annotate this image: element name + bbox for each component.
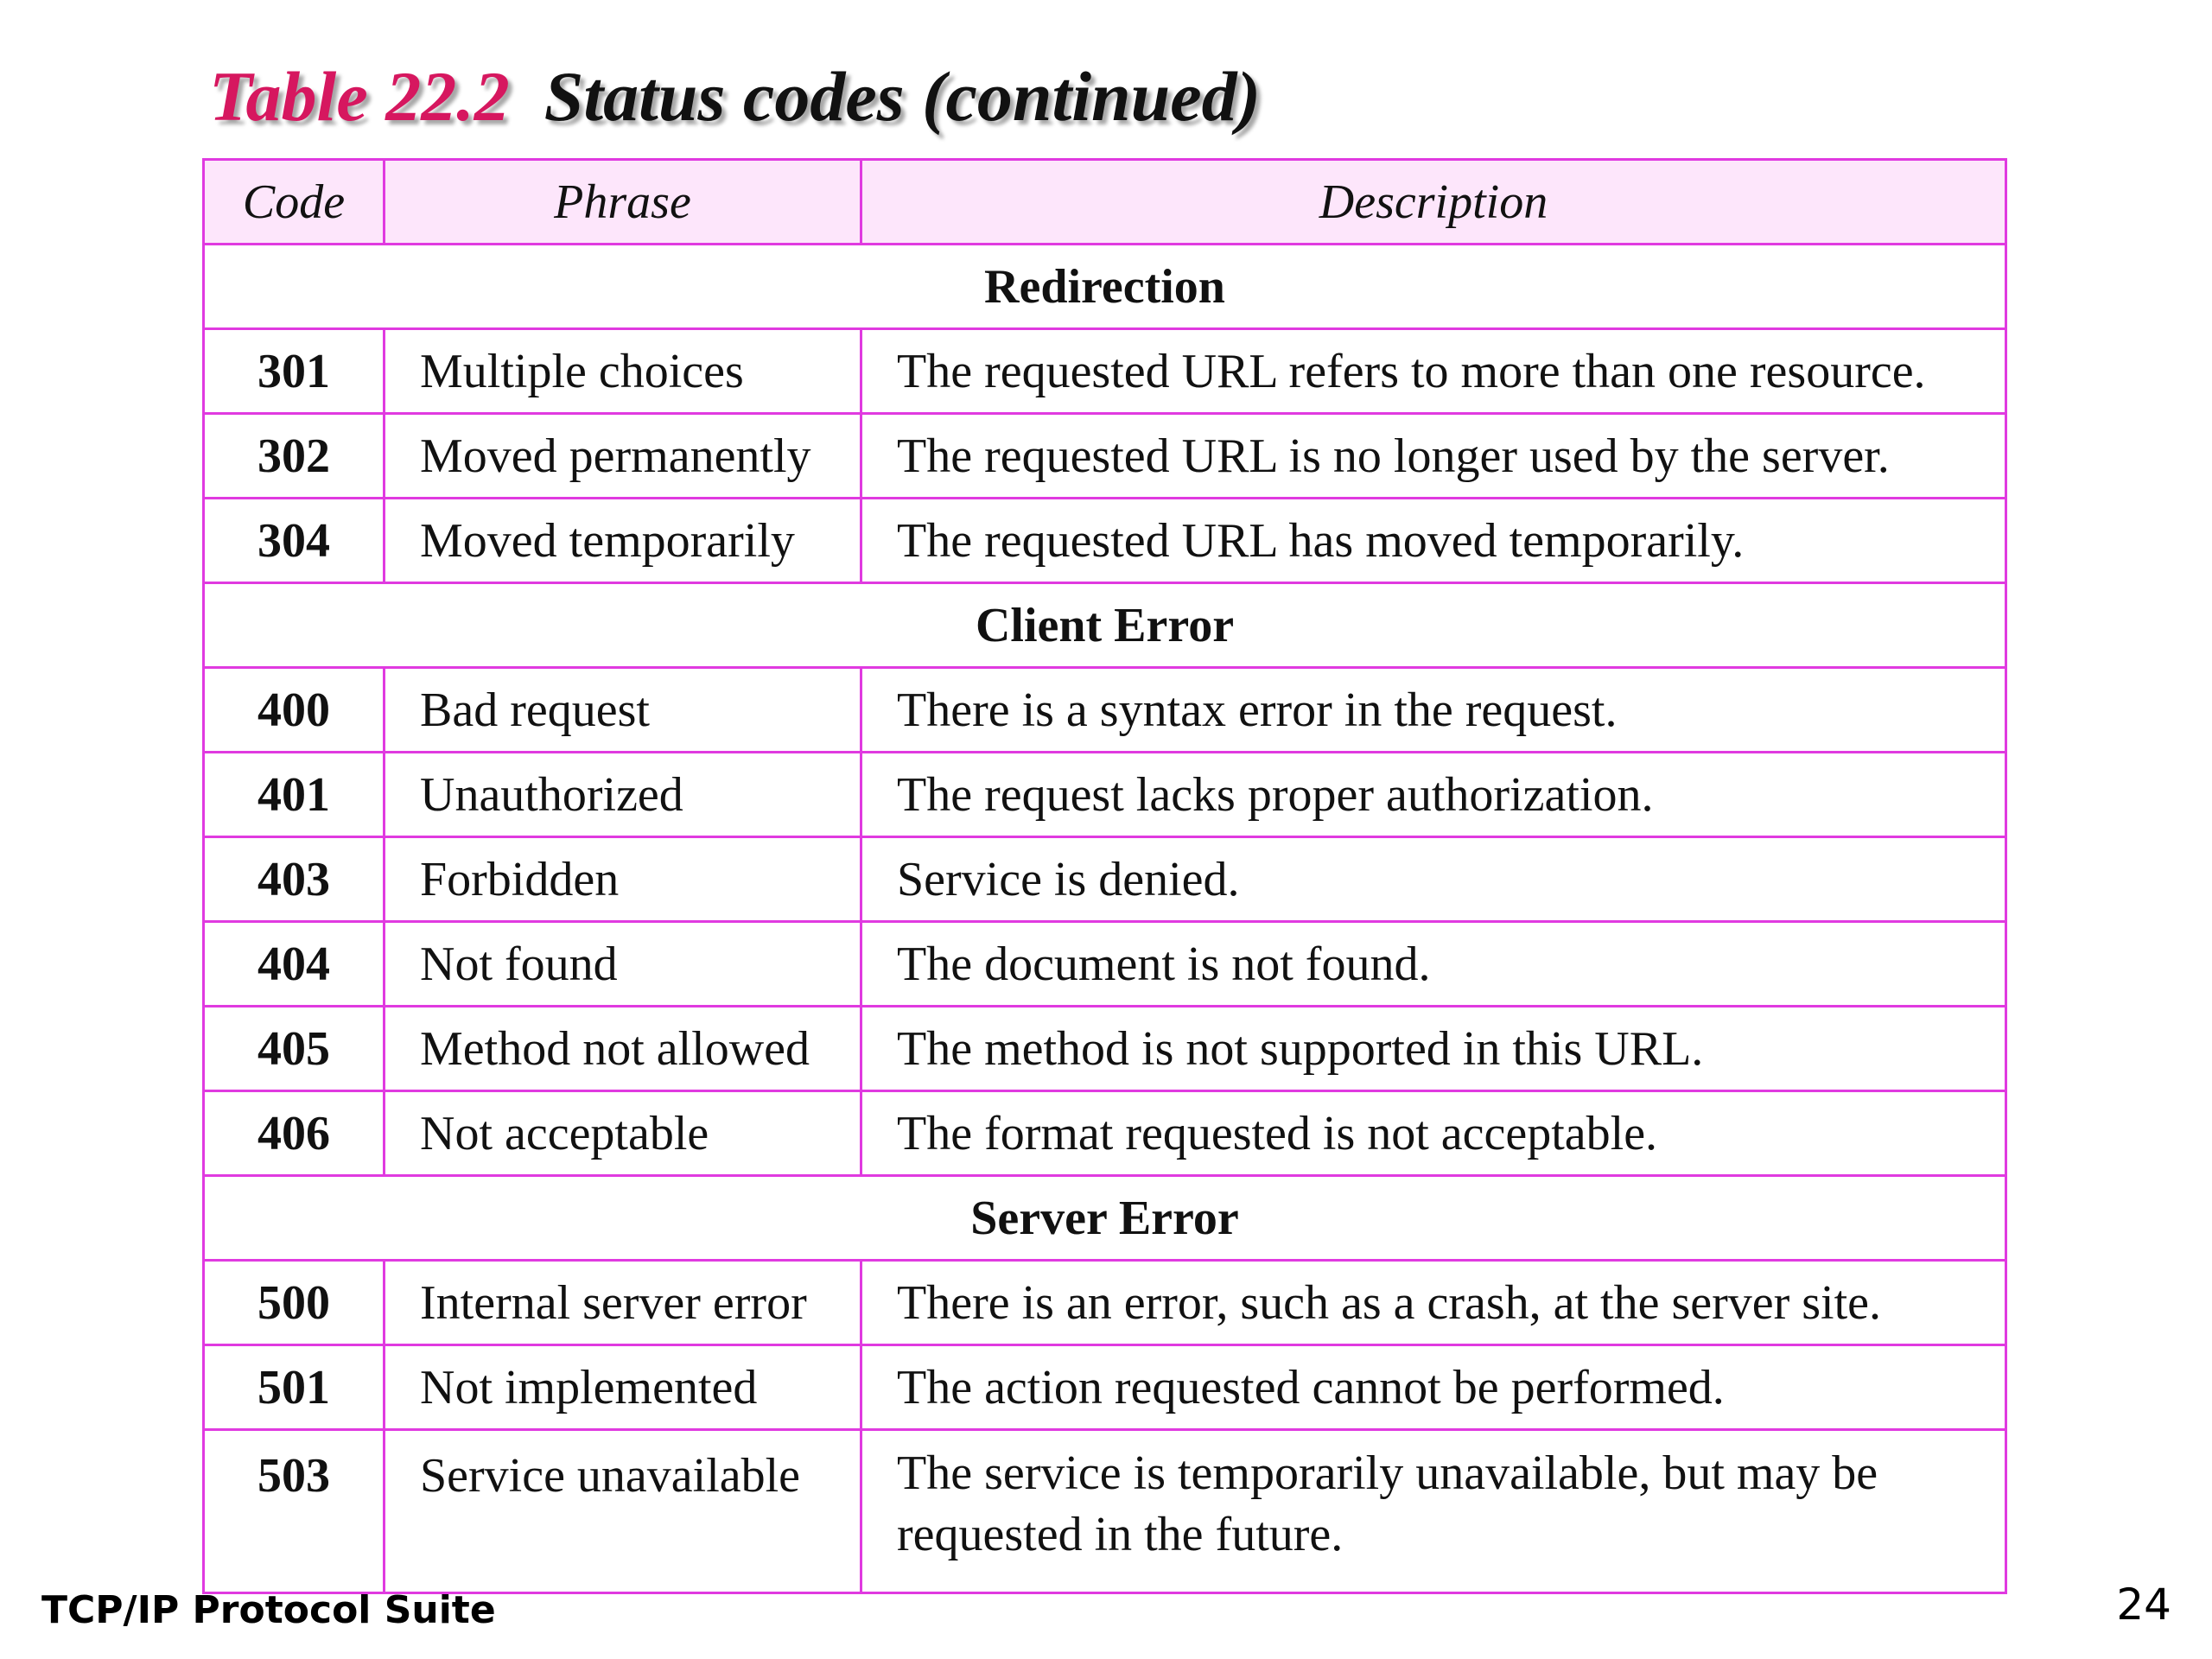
column-header-code: Code [204,160,385,245]
table-row [204,1345,2006,1430]
page-number: 24 [2116,1580,2171,1630]
status-description: The requested URL is no longer used by the server. [861,414,2006,499]
table-row [204,499,2006,583]
status-code: 304 [204,499,385,583]
status-phrase: Not found [385,922,861,1007]
status-code: 401 [204,753,385,837]
status-description: The service is temporarily unavailable, but may be requested in the future. [861,1430,2006,1593]
table-row [204,1261,2006,1345]
section-row [204,583,2006,668]
status-code: 500 [204,1261,385,1345]
status-description: Service is denied. [861,837,2006,922]
table-row [204,1007,2006,1091]
status-description: There is a syntax error in the request. [861,668,2006,753]
status-phrase: Forbidden [385,837,861,922]
status-description: The request lacks proper authorization. [861,753,2006,837]
status-description: The method is not supported in this URL. [861,1007,2006,1091]
status-phrase: Unauthorized [385,753,861,837]
status-phrase: Not implemented [385,1345,861,1430]
column-header-description: Description [861,160,2006,245]
status-code: 503 [204,1430,385,1593]
table-row [204,922,2006,1007]
status-description: The action requested cannot be performed. [861,1345,2006,1430]
status-code: 405 [204,1007,385,1091]
status-description: The requested URL has moved temporarily. [861,499,2006,583]
section-row [204,1176,2006,1261]
table-header-row [204,160,2006,245]
table-row [204,414,2006,499]
table-row [204,1430,2006,1593]
section-row [204,245,2006,329]
status-phrase: Bad request [385,668,861,753]
status-phrase: Not acceptable [385,1091,861,1176]
table-number: Table 22.2 [209,57,510,136]
status-code: 301 [204,329,385,414]
status-phrase: Moved permanently [385,414,861,499]
status-description: The document is not found. [861,922,2006,1007]
footer-label: TCP/IP Protocol Suite [41,1588,496,1632]
table-row [204,668,2006,753]
page-title [209,54,1261,140]
status-phrase: Internal server error [385,1261,861,1345]
status-description: The format requested is not acceptable. [861,1091,2006,1176]
table-row [204,837,2006,922]
section-title: Redirection [204,245,2006,329]
status-phrase: Moved temporarily [385,499,861,583]
status-code: 406 [204,1091,385,1176]
status-description: The requested URL refers to more than one resource. [861,329,2006,414]
status-description: There is an error, such as a crash, at the server site. [861,1261,2006,1345]
section-title: Client Error [204,583,2006,668]
status-code: 302 [204,414,385,499]
status-code: 404 [204,922,385,1007]
table-title: Status codes (continued) [543,57,1261,136]
status-code: 501 [204,1345,385,1430]
status-codes-table [202,158,2007,1594]
status-phrase: Service unavailable [385,1430,861,1593]
status-phrase: Multiple choices [385,329,861,414]
status-phrase: Method not allowed [385,1007,861,1091]
table-row [204,753,2006,837]
status-code: 403 [204,837,385,922]
table-row [204,1091,2006,1176]
section-title: Server Error [204,1176,2006,1261]
table-row [204,329,2006,414]
column-header-phrase: Phrase [385,160,861,245]
status-code: 400 [204,668,385,753]
